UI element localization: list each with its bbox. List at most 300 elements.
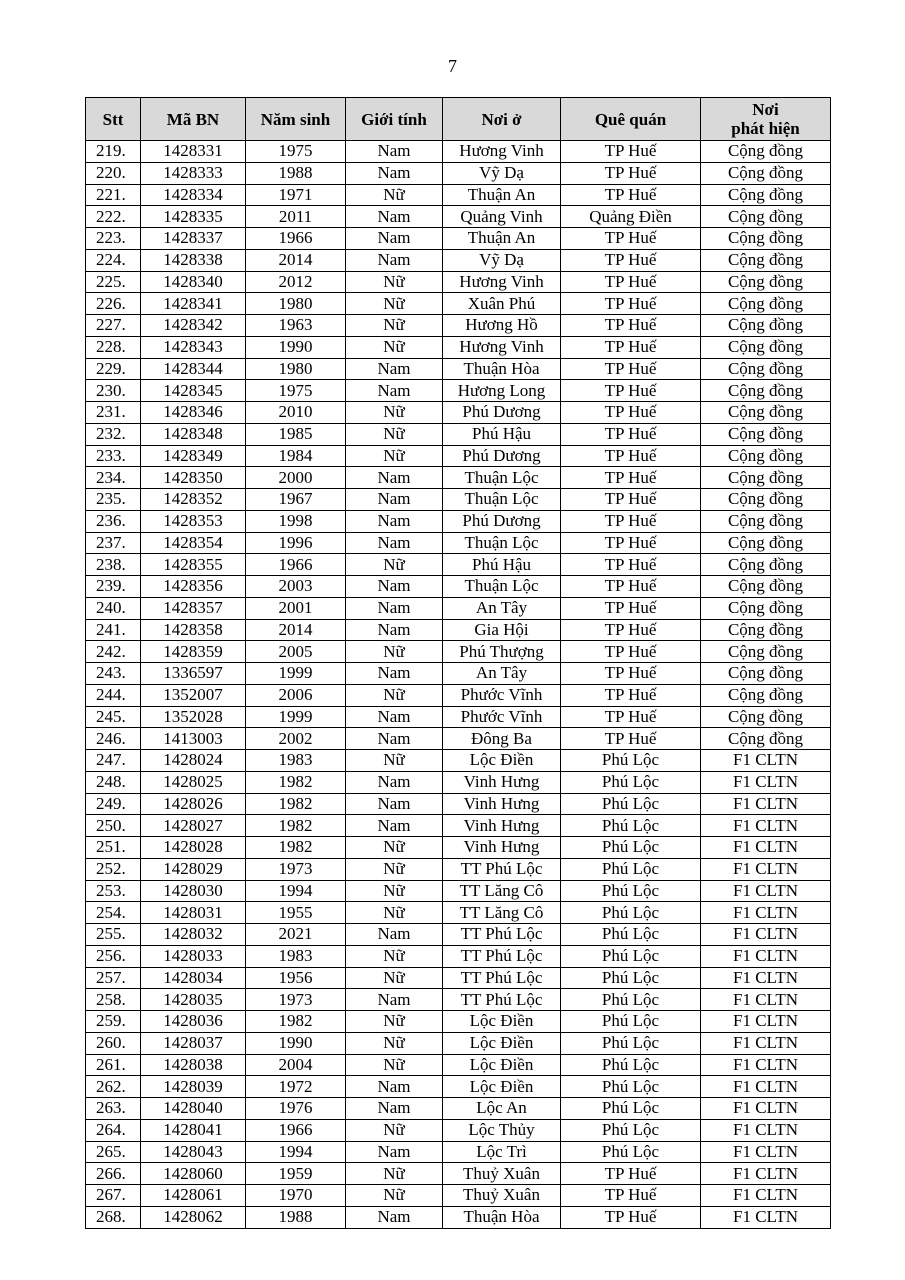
cell-nam-sinh: 2004 xyxy=(246,1054,346,1076)
cell-noi-o: Thuận Hòa xyxy=(443,358,561,380)
cell-ma-bn: 1428356 xyxy=(141,576,246,598)
cell-noi-phat-hien: Cộng đồng xyxy=(701,423,831,445)
cell-nam-sinh: 1996 xyxy=(246,532,346,554)
header-ma-bn: Mã BN xyxy=(141,98,246,141)
cell-noi-o: Vỹ Dạ xyxy=(443,249,561,271)
cell-noi-phat-hien: Cộng đồng xyxy=(701,619,831,641)
cell-noi-phat-hien: Cộng đồng xyxy=(701,728,831,750)
cell-noi-phat-hien: Cộng đồng xyxy=(701,467,831,489)
cell-gioi-tinh: Nam xyxy=(346,619,443,641)
cell-noi-o: TT Phú Lộc xyxy=(443,924,561,946)
cell-noi-o: TT Phú Lộc xyxy=(443,945,561,967)
cell-nam-sinh: 1963 xyxy=(246,315,346,337)
cell-nam-sinh: 1982 xyxy=(246,771,346,793)
table-row xyxy=(86,771,831,793)
cell-noi-o: Vinh Hưng xyxy=(443,771,561,793)
cell-nam-sinh: 1982 xyxy=(246,837,346,859)
cell-noi-phat-hien: F1 CLTN xyxy=(701,945,831,967)
cell-ma-bn: 1336597 xyxy=(141,663,246,685)
cell-noi-phat-hien: Cộng đồng xyxy=(701,141,831,163)
cell-ma-bn: 1428355 xyxy=(141,554,246,576)
cell-noi-o: TT Phú Lộc xyxy=(443,989,561,1011)
cell-gioi-tinh: Nữ xyxy=(346,315,443,337)
cell-noi-phat-hien: Cộng đồng xyxy=(701,489,831,511)
cell-que-quan: Phú Lộc xyxy=(561,771,701,793)
cell-noi-phat-hien: F1 CLTN xyxy=(701,1076,831,1098)
cell-noi-o: Lộc Điền xyxy=(443,1076,561,1098)
table-row xyxy=(86,967,831,989)
header-nam-sinh: Năm sinh xyxy=(246,98,346,141)
cell-stt: 238. xyxy=(86,554,141,576)
cell-nam-sinh: 2014 xyxy=(246,249,346,271)
cell-que-quan: Phú Lộc xyxy=(561,880,701,902)
cell-noi-o: Phú Dương xyxy=(443,510,561,532)
cell-noi-phat-hien: F1 CLTN xyxy=(701,793,831,815)
table-row xyxy=(86,1011,831,1033)
cell-noi-o: Phú Thượng xyxy=(443,641,561,663)
cell-que-quan: Phú Lộc xyxy=(561,858,701,880)
cell-gioi-tinh: Nam xyxy=(346,663,443,685)
table-row xyxy=(86,162,831,184)
cell-stt: 245. xyxy=(86,706,141,728)
cell-noi-phat-hien: F1 CLTN xyxy=(701,1141,831,1163)
cell-stt: 251. xyxy=(86,837,141,859)
cell-stt: 241. xyxy=(86,619,141,641)
cell-nam-sinh: 1972 xyxy=(246,1076,346,1098)
table-row xyxy=(86,728,831,750)
cell-que-quan: TP Huế xyxy=(561,380,701,402)
cell-ma-bn: 1352028 xyxy=(141,706,246,728)
cell-ma-bn: 1428340 xyxy=(141,271,246,293)
table-row xyxy=(86,1076,831,1098)
cell-ma-bn: 1428333 xyxy=(141,162,246,184)
cell-que-quan: TP Huế xyxy=(561,1185,701,1207)
cell-gioi-tinh: Nam xyxy=(346,532,443,554)
table-row xyxy=(86,1185,831,1207)
table-row xyxy=(86,902,831,924)
cell-nam-sinh: 1988 xyxy=(246,162,346,184)
cell-noi-o: Thuận An xyxy=(443,184,561,206)
cell-ma-bn: 1428026 xyxy=(141,793,246,815)
cell-gioi-tinh: Nữ xyxy=(346,902,443,924)
cell-noi-o: Vinh Hưng xyxy=(443,815,561,837)
cell-stt: 240. xyxy=(86,597,141,619)
cell-gioi-tinh: Nam xyxy=(346,597,443,619)
table-row xyxy=(86,1206,831,1228)
table-row xyxy=(86,271,831,293)
cell-ma-bn: 1428341 xyxy=(141,293,246,315)
cell-noi-o: Lộc An xyxy=(443,1098,561,1120)
cell-noi-phat-hien: Cộng đồng xyxy=(701,445,831,467)
header-que-quan: Quê quán xyxy=(561,98,701,141)
cell-que-quan: Phú Lộc xyxy=(561,924,701,946)
table-row xyxy=(86,989,831,1011)
cell-que-quan: Phú Lộc xyxy=(561,1076,701,1098)
cell-stt: 264. xyxy=(86,1119,141,1141)
cell-que-quan: TP Huế xyxy=(561,1163,701,1185)
cell-stt: 263. xyxy=(86,1098,141,1120)
cell-que-quan: TP Huế xyxy=(561,423,701,445)
cell-stt: 226. xyxy=(86,293,141,315)
cell-ma-bn: 1428359 xyxy=(141,641,246,663)
cell-gioi-tinh: Nam xyxy=(346,228,443,250)
cell-que-quan: TP Huế xyxy=(561,445,701,467)
cell-ma-bn: 1428028 xyxy=(141,837,246,859)
cell-que-quan: TP Huế xyxy=(561,402,701,424)
table-row xyxy=(86,858,831,880)
cell-nam-sinh: 1982 xyxy=(246,793,346,815)
cell-gioi-tinh: Nữ xyxy=(346,837,443,859)
cell-noi-o: Lộc Điền xyxy=(443,750,561,772)
cell-noi-o: Thuận Lộc xyxy=(443,576,561,598)
cell-noi-o: Thuận Lộc xyxy=(443,532,561,554)
cell-noi-o: Vinh Hưng xyxy=(443,837,561,859)
table-row xyxy=(86,249,831,271)
table-row xyxy=(86,815,831,837)
cell-noi-o: Hương Vinh xyxy=(443,141,561,163)
cell-stt: 254. xyxy=(86,902,141,924)
cell-stt: 230. xyxy=(86,380,141,402)
cell-que-quan: TP Huế xyxy=(561,141,701,163)
cell-stt: 252. xyxy=(86,858,141,880)
table-row xyxy=(86,228,831,250)
cell-gioi-tinh: Nữ xyxy=(346,271,443,293)
cell-ma-bn: 1428358 xyxy=(141,619,246,641)
cell-ma-bn: 1428334 xyxy=(141,184,246,206)
table-row xyxy=(86,1119,831,1141)
cell-que-quan: Phú Lộc xyxy=(561,967,701,989)
cell-ma-bn: 1428029 xyxy=(141,858,246,880)
cell-stt: 259. xyxy=(86,1011,141,1033)
cell-que-quan: TP Huế xyxy=(561,706,701,728)
table-row xyxy=(86,793,831,815)
cell-stt: 239. xyxy=(86,576,141,598)
cell-ma-bn: 1428335 xyxy=(141,206,246,228)
cell-noi-phat-hien: Cộng đồng xyxy=(701,684,831,706)
cell-noi-o: Thuận Lộc xyxy=(443,489,561,511)
cell-nam-sinh: 2011 xyxy=(246,206,346,228)
cell-que-quan: TP Huế xyxy=(561,467,701,489)
cell-gioi-tinh: Nữ xyxy=(346,336,443,358)
cell-noi-o: Phước Vĩnh xyxy=(443,706,561,728)
cell-noi-o: Phú Dương xyxy=(443,445,561,467)
table-row xyxy=(86,880,831,902)
cell-ma-bn: 1428061 xyxy=(141,1185,246,1207)
cell-ma-bn: 1413003 xyxy=(141,728,246,750)
cell-que-quan: Phú Lộc xyxy=(561,902,701,924)
cell-nam-sinh: 1966 xyxy=(246,1119,346,1141)
table-row xyxy=(86,1032,831,1054)
cell-nam-sinh: 1971 xyxy=(246,184,346,206)
cell-ma-bn: 1428349 xyxy=(141,445,246,467)
cell-noi-o: Hương Hồ xyxy=(443,315,561,337)
cell-stt: 249. xyxy=(86,793,141,815)
cell-ma-bn: 1428353 xyxy=(141,510,246,532)
cell-nam-sinh: 1976 xyxy=(246,1098,346,1120)
cell-nam-sinh: 2010 xyxy=(246,402,346,424)
cell-noi-o: Lộc Điền xyxy=(443,1011,561,1033)
table-row xyxy=(86,293,831,315)
cell-stt: 229. xyxy=(86,358,141,380)
cell-stt: 220. xyxy=(86,162,141,184)
cell-stt: 267. xyxy=(86,1185,141,1207)
table-row xyxy=(86,315,831,337)
header-noi-phat-hien-line1: Nơi xyxy=(752,100,779,119)
cell-noi-phat-hien: Cộng đồng xyxy=(701,162,831,184)
cell-gioi-tinh: Nữ xyxy=(346,858,443,880)
cell-noi-phat-hien: F1 CLTN xyxy=(701,902,831,924)
cell-que-quan: Quảng Điền xyxy=(561,206,701,228)
cell-noi-phat-hien: F1 CLTN xyxy=(701,880,831,902)
cell-stt: 232. xyxy=(86,423,141,445)
cell-noi-o: Phú Hậu xyxy=(443,554,561,576)
cell-nam-sinh: 2005 xyxy=(246,641,346,663)
table-row xyxy=(86,706,831,728)
cell-stt: 246. xyxy=(86,728,141,750)
cell-nam-sinh: 1985 xyxy=(246,423,346,445)
cell-gioi-tinh: Nữ xyxy=(346,1163,443,1185)
table-row xyxy=(86,945,831,967)
patient-table xyxy=(85,97,831,1229)
cell-que-quan: TP Huế xyxy=(561,249,701,271)
cell-stt: 265. xyxy=(86,1141,141,1163)
cell-noi-phat-hien: Cộng đồng xyxy=(701,554,831,576)
table-row xyxy=(86,924,831,946)
table-row xyxy=(86,684,831,706)
cell-gioi-tinh: Nữ xyxy=(346,750,443,772)
table-row xyxy=(86,402,831,424)
cell-noi-phat-hien: F1 CLTN xyxy=(701,1206,831,1228)
cell-noi-phat-hien: F1 CLTN xyxy=(701,771,831,793)
cell-nam-sinh: 1973 xyxy=(246,989,346,1011)
cell-que-quan: Phú Lộc xyxy=(561,1032,701,1054)
cell-que-quan: TP Huế xyxy=(561,228,701,250)
cell-stt: 260. xyxy=(86,1032,141,1054)
cell-noi-phat-hien: Cộng đồng xyxy=(701,315,831,337)
cell-stt: 223. xyxy=(86,228,141,250)
cell-nam-sinh: 1999 xyxy=(246,706,346,728)
cell-gioi-tinh: Nam xyxy=(346,467,443,489)
cell-que-quan: TP Huế xyxy=(561,293,701,315)
cell-que-quan: Phú Lộc xyxy=(561,750,701,772)
cell-stt: 257. xyxy=(86,967,141,989)
cell-ma-bn: 1428346 xyxy=(141,402,246,424)
cell-noi-o: Hương Vinh xyxy=(443,271,561,293)
cell-noi-o: Thuận Hòa xyxy=(443,1206,561,1228)
table-row xyxy=(86,336,831,358)
cell-stt: 266. xyxy=(86,1163,141,1185)
cell-noi-phat-hien: F1 CLTN xyxy=(701,924,831,946)
cell-stt: 248. xyxy=(86,771,141,793)
cell-noi-o: Vinh Hưng xyxy=(443,793,561,815)
cell-stt: 236. xyxy=(86,510,141,532)
cell-nam-sinh: 1966 xyxy=(246,228,346,250)
cell-stt: 250. xyxy=(86,815,141,837)
cell-stt: 255. xyxy=(86,924,141,946)
cell-ma-bn: 1428342 xyxy=(141,315,246,337)
cell-que-quan: TP Huế xyxy=(561,532,701,554)
cell-nam-sinh: 1970 xyxy=(246,1185,346,1207)
cell-gioi-tinh: Nam xyxy=(346,358,443,380)
cell-noi-phat-hien: F1 CLTN xyxy=(701,1185,831,1207)
cell-noi-phat-hien: Cộng đồng xyxy=(701,228,831,250)
cell-que-quan: TP Huế xyxy=(561,358,701,380)
cell-noi-phat-hien: Cộng đồng xyxy=(701,358,831,380)
cell-stt: 244. xyxy=(86,684,141,706)
cell-ma-bn: 1428033 xyxy=(141,945,246,967)
cell-ma-bn: 1352007 xyxy=(141,684,246,706)
cell-noi-phat-hien: F1 CLTN xyxy=(701,967,831,989)
cell-que-quan: TP Huế xyxy=(561,184,701,206)
cell-ma-bn: 1428025 xyxy=(141,771,246,793)
cell-stt: 221. xyxy=(86,184,141,206)
cell-que-quan: TP Huế xyxy=(561,1206,701,1228)
cell-nam-sinh: 1999 xyxy=(246,663,346,685)
cell-noi-phat-hien: Cộng đồng xyxy=(701,597,831,619)
table-row xyxy=(86,380,831,402)
cell-nam-sinh: 1994 xyxy=(246,880,346,902)
cell-noi-o: Vỹ Dạ xyxy=(443,162,561,184)
cell-nam-sinh: 1975 xyxy=(246,141,346,163)
cell-que-quan: Phú Lộc xyxy=(561,815,701,837)
cell-que-quan: TP Huế xyxy=(561,597,701,619)
cell-gioi-tinh: Nữ xyxy=(346,1185,443,1207)
cell-noi-o: TT Phú Lộc xyxy=(443,858,561,880)
cell-nam-sinh: 2002 xyxy=(246,728,346,750)
cell-nam-sinh: 1956 xyxy=(246,967,346,989)
cell-que-quan: Phú Lộc xyxy=(561,945,701,967)
table-row xyxy=(86,358,831,380)
cell-gioi-tinh: Nam xyxy=(346,489,443,511)
cell-ma-bn: 1428040 xyxy=(141,1098,246,1120)
cell-gioi-tinh: Nữ xyxy=(346,1032,443,1054)
cell-gioi-tinh: Nam xyxy=(346,1206,443,1228)
cell-noi-o: Lộc Trì xyxy=(443,1141,561,1163)
cell-ma-bn: 1428038 xyxy=(141,1054,246,1076)
header-gioi-tinh: Giới tính xyxy=(346,98,443,141)
cell-que-quan: TP Huế xyxy=(561,619,701,641)
cell-ma-bn: 1428357 xyxy=(141,597,246,619)
cell-ma-bn: 1428035 xyxy=(141,989,246,1011)
cell-nam-sinh: 2003 xyxy=(246,576,346,598)
cell-ma-bn: 1428348 xyxy=(141,423,246,445)
cell-stt: 253. xyxy=(86,880,141,902)
table-row xyxy=(86,489,831,511)
cell-noi-o: Quảng Vinh xyxy=(443,206,561,228)
cell-que-quan: TP Huế xyxy=(561,489,701,511)
cell-ma-bn: 1428331 xyxy=(141,141,246,163)
cell-gioi-tinh: Nữ xyxy=(346,945,443,967)
cell-noi-phat-hien: F1 CLTN xyxy=(701,750,831,772)
cell-que-quan: Phú Lộc xyxy=(561,1098,701,1120)
cell-nam-sinh: 1998 xyxy=(246,510,346,532)
cell-ma-bn: 1428354 xyxy=(141,532,246,554)
cell-ma-bn: 1428060 xyxy=(141,1163,246,1185)
cell-nam-sinh: 2000 xyxy=(246,467,346,489)
table-row xyxy=(86,663,831,685)
cell-ma-bn: 1428024 xyxy=(141,750,246,772)
cell-que-quan: TP Huế xyxy=(561,728,701,750)
cell-noi-phat-hien: Cộng đồng xyxy=(701,184,831,206)
cell-ma-bn: 1428041 xyxy=(141,1119,246,1141)
table-row xyxy=(86,206,831,228)
cell-noi-phat-hien: Cộng đồng xyxy=(701,249,831,271)
cell-stt: 243. xyxy=(86,663,141,685)
cell-nam-sinh: 1994 xyxy=(246,1141,346,1163)
cell-noi-phat-hien: F1 CLTN xyxy=(701,815,831,837)
table-row xyxy=(86,597,831,619)
cell-noi-o: Xuân Phú xyxy=(443,293,561,315)
cell-noi-phat-hien: F1 CLTN xyxy=(701,989,831,1011)
cell-noi-phat-hien: F1 CLTN xyxy=(701,1054,831,1076)
cell-gioi-tinh: Nam xyxy=(346,576,443,598)
cell-nam-sinh: 1982 xyxy=(246,1011,346,1033)
cell-noi-phat-hien: F1 CLTN xyxy=(701,1098,831,1120)
cell-nam-sinh: 1980 xyxy=(246,293,346,315)
cell-noi-phat-hien: Cộng đồng xyxy=(701,402,831,424)
table-row xyxy=(86,1141,831,1163)
cell-que-quan: TP Huế xyxy=(561,162,701,184)
cell-stt: 228. xyxy=(86,336,141,358)
cell-gioi-tinh: Nữ xyxy=(346,184,443,206)
cell-gioi-tinh: Nam xyxy=(346,1098,443,1120)
cell-gioi-tinh: Nam xyxy=(346,771,443,793)
cell-que-quan: TP Huế xyxy=(561,271,701,293)
cell-stt: 227. xyxy=(86,315,141,337)
cell-ma-bn: 1428337 xyxy=(141,228,246,250)
cell-noi-o: Lộc Thủy xyxy=(443,1119,561,1141)
table-body xyxy=(86,141,831,1229)
table-row xyxy=(86,1098,831,1120)
table-row xyxy=(86,532,831,554)
cell-noi-o: Phú Hậu xyxy=(443,423,561,445)
header-noi-phat-hien-line2: phát hiện xyxy=(731,119,800,138)
cell-ma-bn: 1428034 xyxy=(141,967,246,989)
cell-que-quan: TP Huế xyxy=(561,336,701,358)
cell-gioi-tinh: Nam xyxy=(346,924,443,946)
cell-noi-phat-hien: Cộng đồng xyxy=(701,271,831,293)
table-row xyxy=(86,184,831,206)
cell-gioi-tinh: Nữ xyxy=(346,1011,443,1033)
cell-ma-bn: 1428062 xyxy=(141,1206,246,1228)
cell-nam-sinh: 2012 xyxy=(246,271,346,293)
cell-ma-bn: 1428043 xyxy=(141,1141,246,1163)
cell-stt: 242. xyxy=(86,641,141,663)
cell-que-quan: TP Huế xyxy=(561,554,701,576)
table-row xyxy=(86,467,831,489)
cell-noi-o: Hương Vinh xyxy=(443,336,561,358)
cell-noi-o: Hương Long xyxy=(443,380,561,402)
cell-noi-phat-hien: F1 CLTN xyxy=(701,1119,831,1141)
cell-gioi-tinh: Nữ xyxy=(346,423,443,445)
cell-noi-phat-hien: F1 CLTN xyxy=(701,858,831,880)
cell-stt: 235. xyxy=(86,489,141,511)
cell-gioi-tinh: Nam xyxy=(346,989,443,1011)
header-noi-o: Nơi ở xyxy=(443,98,561,141)
cell-gioi-tinh: Nữ xyxy=(346,641,443,663)
table-row xyxy=(86,445,831,467)
table-row xyxy=(86,1054,831,1076)
cell-noi-o: Phú Dương xyxy=(443,402,561,424)
cell-ma-bn: 1428345 xyxy=(141,380,246,402)
cell-noi-o: Gia Hội xyxy=(443,619,561,641)
cell-ma-bn: 1428031 xyxy=(141,902,246,924)
cell-noi-o: Lộc Điền xyxy=(443,1032,561,1054)
cell-noi-o: TT Lăng Cô xyxy=(443,902,561,924)
header-stt: Stt xyxy=(86,98,141,141)
cell-ma-bn: 1428032 xyxy=(141,924,246,946)
cell-nam-sinh: 1966 xyxy=(246,554,346,576)
